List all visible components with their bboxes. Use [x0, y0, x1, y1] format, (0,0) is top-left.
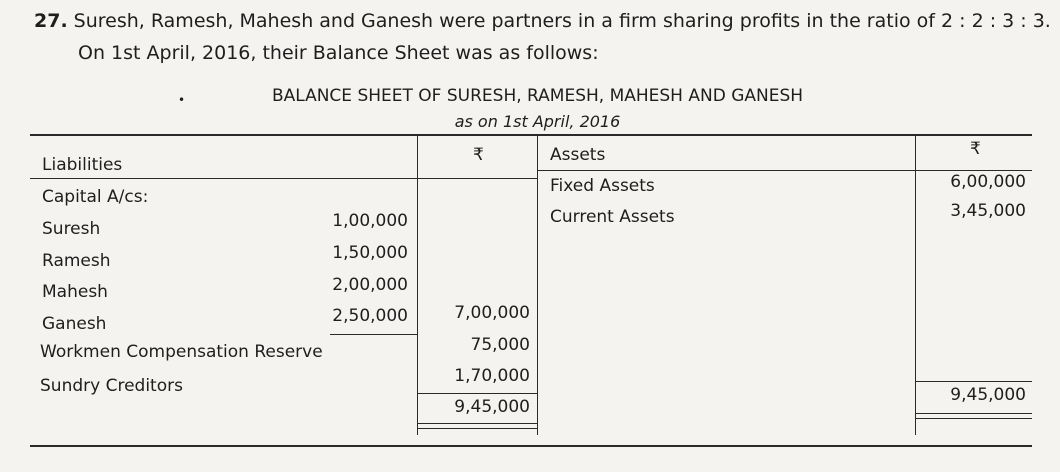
- liabilities-header-rule: [30, 178, 538, 179]
- assets-total-rule: [916, 381, 1032, 382]
- assets-header: Assets: [550, 145, 606, 165]
- capital-subtotal-rule: [330, 334, 417, 335]
- liab-total-double-2: [418, 428, 537, 429]
- partner-amount: 1,50,000: [332, 243, 408, 263]
- question-line-2: On 1st April, 2016, their Balance Sheet was as follows:: [78, 42, 599, 64]
- capital-heading: Capital A/cs:: [42, 187, 149, 207]
- partner-name: Ganesh: [42, 314, 107, 334]
- assets-header-rule: [538, 170, 1032, 171]
- partner-name: Ramesh: [42, 251, 111, 271]
- liab-total-rule: [418, 393, 537, 394]
- liab-total-double-1: [418, 423, 537, 424]
- middle-column-divider: [537, 135, 538, 435]
- balance-sheet-title: BALANCE SHEET OF SURESH, RAMESH, MAHESH AND GANESH: [271, 86, 804, 106]
- balance-sheet-subtitle: as on 1st April, 2016: [454, 112, 621, 131]
- asset-item-label: Fixed Assets: [550, 176, 655, 196]
- question-text-1: Suresh, Ramesh, Mahesh and Ganesh were partners in a firm sharing profits in the ratio of 2 : 2 : 3 : 3.: [73, 10, 1051, 32]
- assets-total-double-1: [916, 413, 1032, 414]
- liability-item-label: Workmen Compensation Reserve: [40, 342, 323, 362]
- asset-item-amount: 3,45,000: [950, 201, 1026, 221]
- assets-total-double-2: [916, 418, 1032, 419]
- assets-currency-header: ₹: [970, 139, 981, 159]
- capital-total: 7,00,000: [454, 303, 530, 323]
- stray-dot: •: [178, 93, 186, 107]
- asset-item-amount: 6,00,000: [950, 172, 1026, 192]
- partner-name: Mahesh: [42, 282, 108, 302]
- question-line-1: [34, 10, 1051, 32]
- liability-item-amount: 75,000: [470, 335, 530, 355]
- assets-total: 9,45,000: [950, 385, 1026, 405]
- asset-item-label: Current Assets: [550, 207, 675, 227]
- assets-column-divider: [915, 135, 916, 435]
- partner-name: Suresh: [42, 219, 101, 239]
- table-bottom-rule: [30, 445, 1032, 447]
- partner-amount: 2,50,000: [332, 306, 408, 326]
- question-number: 27.: [34, 10, 68, 32]
- liability-item-amount: 1,70,000: [454, 366, 530, 386]
- liabilities-total: 9,45,000: [454, 397, 530, 417]
- liabilities-header: Liabilities: [42, 155, 123, 175]
- table-top-rule: [30, 134, 1032, 136]
- liability-item-label: Sundry Creditors: [40, 376, 183, 396]
- liab-column-divider: [417, 135, 418, 435]
- partner-amount: 2,00,000: [332, 275, 408, 295]
- partner-amount: 1,00,000: [332, 211, 408, 231]
- liabilities-currency-header: ₹: [473, 145, 484, 165]
